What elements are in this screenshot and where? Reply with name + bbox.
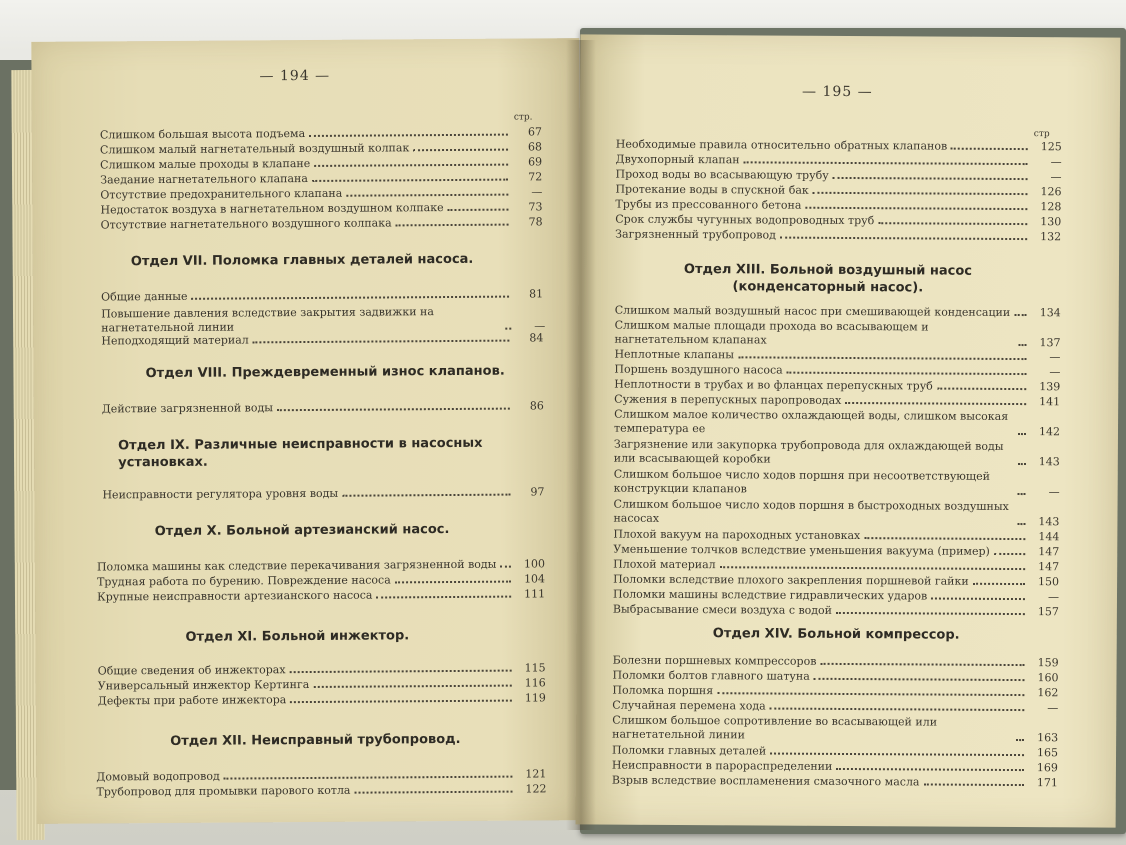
- toc-entry: [615, 184, 1061, 199]
- toc-entry: [614, 379, 1060, 394]
- dot-leader: [813, 192, 1028, 195]
- section-heading: Отдел XIV. Больной компрессор.: [712, 626, 960, 643]
- toc-entry: [612, 760, 1058, 775]
- toc-entry-title: Необходимые правила относительно обратных клапанов: [615, 137, 948, 153]
- toc-entry-title: Слишком малые проходы в клапане: [100, 156, 311, 172]
- page-column-header: стр: [1033, 129, 1050, 140]
- toc-entry: [97, 558, 545, 573]
- toc-entry-page: —: [531, 185, 543, 199]
- dot-leader: [923, 783, 1023, 786]
- toc-entry-title: Случайная перемена хода: [612, 698, 766, 713]
- toc-entry-page: 147: [1038, 560, 1060, 574]
- toc-entry: [100, 201, 542, 216]
- dot-leader: [973, 583, 1025, 585]
- page-number: — 194 —: [259, 67, 331, 85]
- dot-leader: [738, 356, 1026, 360]
- toc-entry-page: 128: [1040, 200, 1062, 214]
- toc-entry: [615, 305, 1061, 320]
- toc-entry: [613, 604, 1059, 619]
- dot-leader: [937, 388, 1026, 391]
- toc-entry-page: —: [1049, 350, 1061, 364]
- toc-entry: [98, 677, 546, 692]
- toc-entry-page: 142: [1038, 425, 1061, 439]
- dot-leader: [717, 692, 1024, 696]
- toc-entry: [102, 486, 544, 501]
- toc-entry: [612, 685, 1058, 700]
- toc-entry-page: 81: [529, 287, 544, 301]
- dot-leader: [314, 164, 508, 167]
- dot-leader: [864, 537, 1025, 540]
- toc-entry-page: 147: [1038, 545, 1060, 559]
- toc-entry: [614, 438, 1060, 469]
- toc-entry: [615, 199, 1061, 214]
- toc-entry-title: Трубопровод для промывки парового котла: [96, 783, 351, 799]
- book-gutter: [566, 40, 596, 830]
- toc-entry-page: —: [1047, 701, 1059, 715]
- toc-entry: [97, 588, 545, 603]
- dot-leader: [277, 408, 510, 412]
- toc-entry: [614, 364, 1060, 379]
- toc-entry-title: Действие загрязненной воды: [101, 401, 274, 416]
- toc-entry-page: 78: [528, 215, 543, 229]
- toc-entry-title: Поломки машины вследствие гидравлических ударов: [612, 587, 928, 603]
- toc-entry-page: —: [1050, 170, 1062, 184]
- toc-entry-page: 169: [1036, 761, 1058, 775]
- dot-leader: [770, 708, 1025, 712]
- dot-leader: [770, 753, 1024, 757]
- toc-entry-page: 150: [1038, 575, 1060, 589]
- toc-entry: [101, 288, 543, 303]
- toc-entry-page: 122: [525, 782, 547, 796]
- toc-entry-title: Заедание нагнетательного клапана: [100, 171, 308, 187]
- toc-entry-title: Слишком малый воздушный насос при смешивающей конденсации: [614, 303, 1011, 319]
- toc-entry-page: 84: [529, 331, 544, 345]
- dot-leader: [836, 768, 1024, 771]
- toc-entry-title: Общие сведения об инжекторах: [97, 663, 286, 678]
- toc-entry: [613, 544, 1059, 559]
- dot-leader: [1014, 314, 1026, 316]
- toc-entry-title: Срок службы чугунных водопроводных труб: [615, 212, 875, 228]
- toc-entry-title: Неисправности регулятора уровня воды: [102, 486, 339, 502]
- toc-entry: [100, 126, 542, 141]
- toc-entry-page: 69: [528, 155, 543, 169]
- dot-leader: [1017, 523, 1025, 525]
- toc-entry: [614, 468, 1060, 499]
- dot-leader: [500, 566, 511, 568]
- toc-entry-title: Двухопорный клапан: [615, 152, 740, 167]
- toc-entry-title: Взрыв вследствие воспламенения смазочного масла: [611, 773, 920, 789]
- toc-entry-title: Отсутствие предохранительного клапана: [100, 186, 343, 202]
- toc-entry-title: Поломки вследствие плохого закрепления поршневой гайки: [613, 572, 969, 588]
- toc-entry-page: 143: [1038, 455, 1060, 469]
- toc-entry: [616, 154, 1062, 169]
- dot-leader: [253, 340, 510, 344]
- toc-entry-title: Плохой вакуум на пароходных установках: [613, 527, 861, 543]
- toc-entry-title: Плохой материал: [613, 557, 716, 572]
- toc-entry-title: Дефекты при работе инжектора: [97, 693, 287, 708]
- dot-leader: [342, 494, 510, 497]
- toc-entry: [100, 186, 542, 201]
- toc-entry-title: Слишком большое сопротивление во всасывающей или нагнетательной линии: [612, 713, 938, 742]
- toc-entry-page: 160: [1037, 671, 1059, 685]
- toc-entry-page: 141: [1039, 395, 1061, 409]
- dot-leader: [346, 194, 508, 197]
- dot-leader: [878, 222, 1027, 225]
- section-heading: Отдел XI. Больной инжектор.: [185, 628, 410, 645]
- toc-entry: [101, 216, 543, 231]
- dot-leader: [805, 207, 1027, 210]
- toc-entry-title: Проход воды во всасывающую трубу: [615, 167, 829, 182]
- toc-entry-page: 73: [528, 200, 543, 214]
- toc-entry-page: 115: [524, 661, 546, 675]
- dot-leader: [313, 685, 511, 688]
- dot-leader: [1018, 463, 1026, 465]
- toc-entry-page: 137: [1039, 336, 1061, 350]
- toc-entry: [612, 745, 1058, 760]
- page-column-header: стр.: [513, 112, 533, 123]
- toc-entry-page: 111: [524, 587, 546, 601]
- dot-leader: [845, 402, 1026, 405]
- toc-entry-title: Слишком малое количество охлаждающей воды, слишком высокая температура ее: [613, 407, 1009, 436]
- toc-entry-page: 157: [1037, 605, 1059, 619]
- toc-entry: [613, 574, 1059, 589]
- toc-entry-page: 121: [525, 767, 547, 781]
- dot-leader: [931, 598, 1025, 601]
- dot-leader: [836, 612, 1025, 615]
- toc-entry-page: 119: [524, 691, 546, 705]
- dot-leader: [1018, 493, 1026, 495]
- toc-entry: [614, 394, 1060, 409]
- toc-entry-title: Общие данные: [101, 289, 188, 304]
- toc-entry-title: Слишком большое число ходов поршня в быстроходных воздушных насосах: [613, 497, 1009, 525]
- toc-entry-page: 143: [1038, 515, 1060, 529]
- toc-entry-title: Загрязнение или закупорка трубопровода для охлаждающей воды или всасывающей коробки: [613, 437, 1004, 466]
- toc-entry-title: Поломки болтов главного шатуна: [612, 668, 810, 683]
- toc-entry: [615, 214, 1061, 229]
- dot-leader: [395, 581, 511, 584]
- toc-entry: [612, 775, 1058, 790]
- section-heading: Отдел XIII. Больной воздушный насос (конденсаторный насос).: [683, 261, 973, 296]
- toc-entry-title: Отсутствие нагнетательного воздушного колпака: [100, 216, 392, 232]
- dot-leader: [448, 209, 509, 211]
- dot-leader: [413, 149, 508, 152]
- toc-entry-page: 100: [523, 557, 545, 571]
- toc-entry-title: Неплотности в трубах и во фланцах перепускных труб: [614, 377, 933, 393]
- toc-entry-title: Трубы из прессованного бетона: [615, 197, 802, 212]
- toc-entry-page: 86: [529, 399, 544, 413]
- dot-leader: [505, 328, 511, 330]
- toc-entry: [613, 559, 1059, 574]
- right-page: [576, 34, 1121, 827]
- dot-leader: [192, 296, 510, 300]
- toc-entry-page: —: [1050, 155, 1062, 169]
- toc-entry: [613, 655, 1059, 670]
- toc-entry-page: 163: [1037, 731, 1059, 745]
- toc-entry-title: Недостаток воздуха в нагнетательном воздушном колпаке: [100, 201, 444, 217]
- dot-leader: [312, 179, 508, 182]
- toc-entry-title: Домовый водопровод: [96, 769, 220, 784]
- dot-leader: [309, 134, 508, 137]
- dot-leader: [787, 372, 1027, 375]
- toc-entry: [615, 229, 1061, 244]
- page-number: — 195 —: [802, 83, 873, 101]
- toc-entry: [614, 349, 1060, 364]
- toc-entry: [615, 319, 1061, 350]
- section-heading: Отдел VII. Поломка главных деталей насоса.: [130, 251, 474, 270]
- toc-entry-title: Выбрасывание смеси воздуха с водой: [612, 602, 833, 617]
- left-page: [31, 38, 584, 824]
- dot-leader: [820, 663, 1024, 666]
- toc-entry-title: Поршень воздушного насоса: [614, 362, 783, 377]
- toc-entry-title: Сужения в перепускных паропроводах: [614, 392, 842, 407]
- toc-entry-title: Слишком малый нагнетательный воздушный колпак: [99, 141, 410, 157]
- toc-entry-page: 116: [524, 676, 546, 690]
- toc-entry: [98, 662, 546, 677]
- dot-leader: [376, 596, 511, 599]
- toc-entry: [100, 156, 542, 171]
- toc-entry-page: 139: [1039, 380, 1061, 394]
- toc-entry-page: 68: [527, 140, 543, 154]
- toc-entry: [102, 400, 544, 415]
- dot-leader: [290, 700, 512, 704]
- toc-entry-title: Загрязненный трубопровод: [615, 227, 776, 242]
- toc-entry: [612, 714, 1058, 745]
- toc-entry: [616, 169, 1062, 184]
- toc-entry: [96, 783, 546, 798]
- toc-entry: [101, 304, 546, 335]
- dot-leader: [1018, 433, 1026, 435]
- toc-entry-title: Болезни поршневых компрессоров: [612, 653, 817, 668]
- toc-entry-page: 97: [530, 485, 545, 499]
- toc-entry-page: 125: [1040, 140, 1062, 154]
- toc-entry-title: Поломки главных деталей: [612, 743, 767, 758]
- toc-entry: [98, 692, 546, 707]
- dot-leader: [290, 670, 512, 674]
- toc-entry-page: —: [1049, 365, 1061, 379]
- toc-entry: [614, 408, 1060, 439]
- toc-entry-title: Неподходящий материал: [101, 333, 249, 348]
- dot-leader: [224, 776, 513, 780]
- dot-leader: [744, 161, 1028, 165]
- toc-entry-title: Поломка поршня: [612, 683, 714, 698]
- section-heading: Отдел X. Больной артезианский насос.: [154, 522, 450, 540]
- dot-leader: [720, 566, 1026, 570]
- toc-entry: [612, 700, 1058, 715]
- dot-leader: [814, 678, 1025, 681]
- toc-entry-page: —: [1048, 485, 1060, 499]
- toc-entry: [100, 141, 542, 156]
- toc-entry-title: Неисправности в парораспределении: [611, 758, 833, 773]
- toc-entry: [101, 332, 543, 347]
- section-heading: Отдел VIII. Преждевременный износ клапанов.: [145, 363, 505, 382]
- toc-entry: [616, 139, 1062, 154]
- toc-entry-title: Уменьшение толчков вследствие уменьшения вакуума (пример): [613, 542, 990, 558]
- toc-entry: [613, 589, 1059, 604]
- section-heading: Отдел IX. Различные неисправности в насосных установках.: [118, 435, 483, 471]
- toc-entry-title: Повышение давления вследствие закрытия задвижки на нагнетательной линии: [101, 305, 434, 335]
- toc-entry-page: 126: [1040, 185, 1062, 199]
- toc-entry-page: 134: [1039, 306, 1061, 320]
- dot-leader: [354, 791, 512, 794]
- toc-entry-page: —: [1047, 590, 1060, 604]
- toc-entry: [613, 498, 1059, 529]
- toc-entry: [97, 573, 545, 588]
- toc-entry-page: —: [534, 319, 546, 333]
- toc-entry-title: Трудная работа по бурению. Повреждение насоса: [97, 573, 391, 589]
- section-heading: Отдел XII. Неисправный трубопровод.: [170, 731, 461, 749]
- toc-entry-title: Слишком малые площади прохода во всасывающем и нагнетательном клапанах: [614, 318, 929, 347]
- toc-entry-page: 144: [1038, 530, 1060, 544]
- toc-entry-page: 165: [1036, 746, 1059, 760]
- toc-entry-page: 104: [523, 572, 546, 586]
- toc-entry-page: 130: [1040, 215, 1062, 229]
- toc-entry-title: Крупные неисправности артезианского насоса: [97, 588, 373, 604]
- dot-leader: [396, 224, 509, 227]
- toc-entry-title: Слишком большое число ходов поршня при несоответствующей конструкции клапанов: [613, 467, 991, 496]
- dot-leader: [833, 177, 1028, 180]
- toc-entry-page: 67: [527, 125, 542, 139]
- toc-entry: [613, 529, 1059, 544]
- toc-entry-page: 72: [528, 170, 543, 184]
- toc-entry: [612, 670, 1058, 685]
- toc-entry-page: 132: [1040, 230, 1062, 244]
- dot-leader: [1016, 739, 1024, 741]
- toc-entry-title: Поломка машины как следствие перекачивания загрязненной воды: [96, 557, 497, 574]
- toc-entry-title: Слишком большая высота подъема: [99, 127, 306, 142]
- dot-leader: [780, 237, 1027, 241]
- toc-entry: [100, 171, 542, 186]
- toc-entry: [96, 768, 546, 783]
- dot-leader: [994, 553, 1025, 555]
- toc-entry-title: Универсальный инжектор Кертинга: [97, 677, 310, 693]
- toc-entry-page: 159: [1037, 656, 1059, 670]
- toc-entry-title: Протекание воды в спускной бак: [615, 182, 809, 197]
- toc-entry-page: 171: [1036, 776, 1058, 790]
- dot-leader: [1019, 344, 1027, 346]
- toc-entry-title: Неплотные клапаны: [614, 347, 735, 362]
- dot-leader: [951, 148, 1028, 150]
- toc-entry-page: 162: [1037, 686, 1059, 700]
